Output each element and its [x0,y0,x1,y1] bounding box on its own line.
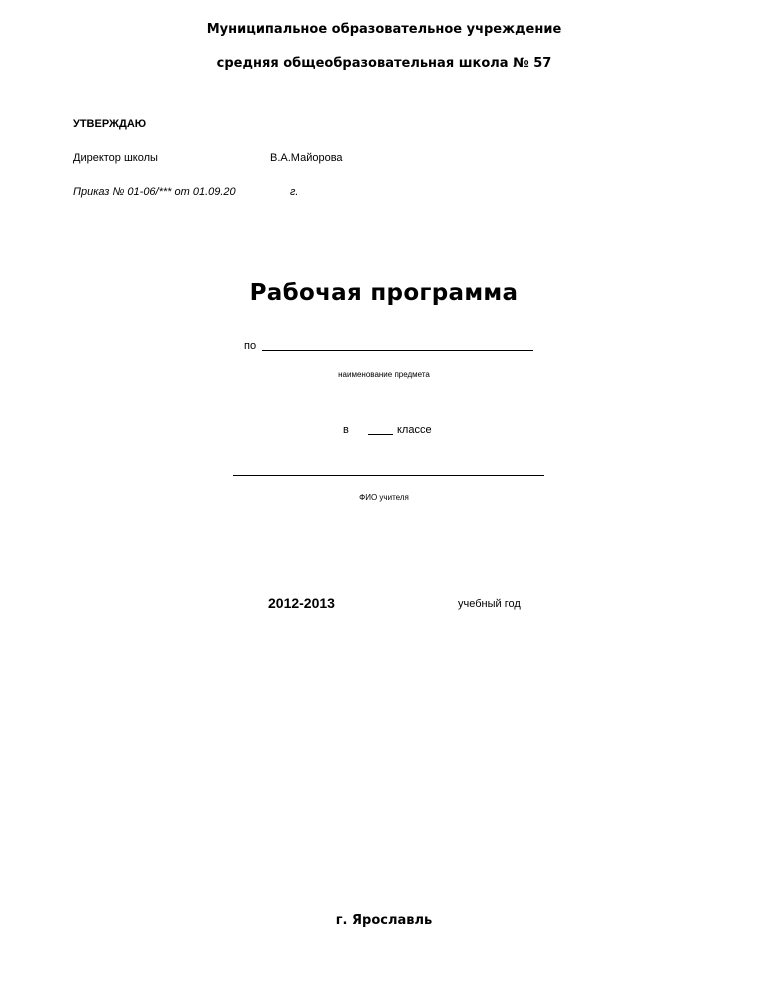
document-title: Рабочая программа [249,280,519,306]
class-suffix: классе [397,424,432,436]
subject-caption: наименование предмета [338,370,430,379]
class-blank-line [368,434,393,435]
approval-title: УТВЕРЖДАЮ [73,118,147,130]
subject-blank-line [262,350,533,351]
academic-year-label: учебный год [458,598,521,610]
class-prefix: в [343,424,349,436]
academic-year: 2012-2013 [268,595,335,611]
director-name: В.А.Майорова [270,152,343,164]
teacher-blank-line [233,475,544,476]
order-year-suffix: г. [290,186,299,198]
school-name-line2: средняя общеобразовательная школа № 57 [216,56,552,71]
city-name: г. Ярославль [335,913,433,928]
director-position: Директор школы [73,152,158,164]
order-number: Приказ № 01-06/*** от 01.09.20 [73,186,236,198]
teacher-caption: ФИО учителя [359,493,409,502]
subject-prefix: по [244,340,257,352]
school-name-line1: Муниципальное образовательное учреждение [206,22,562,37]
